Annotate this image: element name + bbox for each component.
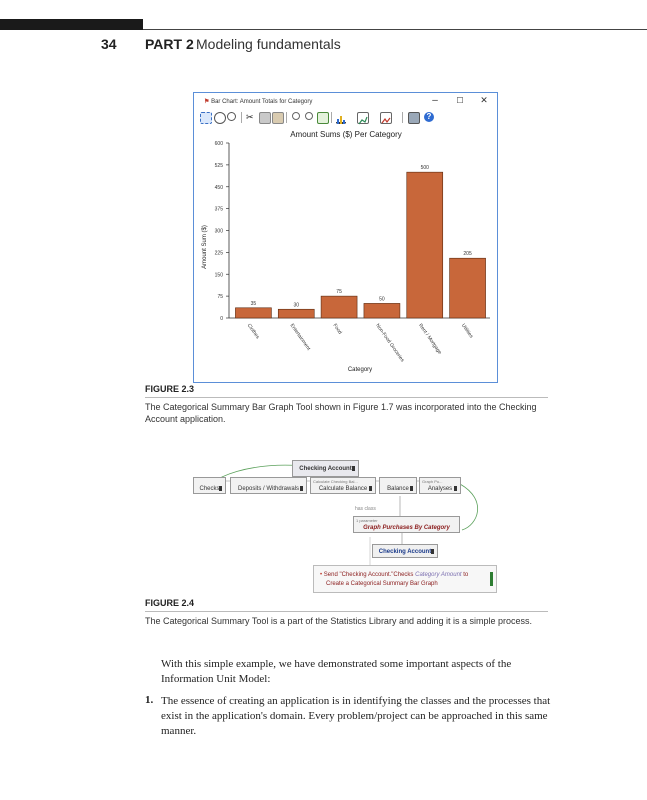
window-title-text: Bar Chart: Amount Totals for Category bbox=[211, 99, 313, 105]
figure-2-4-label: FIGURE 2.4 bbox=[145, 598, 195, 608]
zoom-in-icon[interactable] bbox=[292, 112, 300, 120]
x-tick-label: Entertainment bbox=[288, 322, 312, 352]
part-title: Modeling fundamentals bbox=[196, 36, 341, 52]
figure-2-3-caption: The Categorical Summary Bar Graph Tool shown in Figure 1.7 was incorporated into the Checking Account application. bbox=[145, 402, 537, 424]
refresh-icon[interactable] bbox=[214, 112, 226, 124]
bar-rent-mortgage bbox=[407, 172, 443, 318]
checking-account-class-mid[interactable]: Checking Account bbox=[372, 544, 438, 558]
bar-value-label: 205 bbox=[463, 251, 472, 258]
page-number: 34 bbox=[101, 36, 117, 52]
y-tick-label: 600 bbox=[214, 141, 223, 147]
chart-options-icon[interactable] bbox=[357, 112, 369, 124]
send-message-line-1: • Send "Checking Account."Checks Category Amount to bbox=[320, 572, 469, 578]
y-axis-label: Amount Sum ($) bbox=[202, 225, 208, 269]
y-tick-label: 525 bbox=[214, 162, 223, 169]
bar-value-label: 30 bbox=[293, 302, 300, 309]
window-title bbox=[204, 98, 312, 105]
header-black-bar bbox=[0, 19, 143, 30]
deposits-withdrawals-class[interactable]: Deposits / Withdrawals bbox=[230, 477, 307, 494]
copy-icon[interactable] bbox=[259, 112, 271, 124]
bar-chart bbox=[194, 127, 497, 377]
zoom-fit-icon[interactable] bbox=[317, 112, 329, 124]
bar-value-label: 50 bbox=[379, 296, 385, 303]
close-button[interactable]: ✕ bbox=[480, 95, 488, 105]
class-marker-icon bbox=[300, 486, 303, 491]
paste-icon[interactable] bbox=[272, 112, 284, 124]
figure-2-3-rule bbox=[145, 397, 548, 398]
figure-2-4-rule bbox=[145, 611, 548, 612]
checks-class[interactable]: Checks bbox=[193, 477, 226, 494]
toolbar-separator bbox=[286, 112, 287, 123]
bar-food bbox=[321, 296, 357, 318]
y-tick-label: 375 bbox=[214, 206, 223, 213]
help-icon[interactable]: ? bbox=[424, 112, 434, 122]
y-tick-label: 225 bbox=[214, 250, 223, 257]
toolbar-separator bbox=[402, 112, 403, 123]
list-item-number: 1. bbox=[145, 694, 154, 706]
y-tick-label: 450 bbox=[214, 184, 223, 191]
step-marker-icon bbox=[490, 572, 493, 586]
bar-non-food-groceries bbox=[364, 303, 400, 318]
y-ticks bbox=[215, 141, 229, 322]
class-marker-icon bbox=[352, 466, 355, 471]
calculate-balance-process[interactable]: Calculate Checking Bal... Calculate Balance bbox=[310, 477, 376, 494]
cut-icon[interactable]: ✂ bbox=[246, 112, 254, 122]
bar-chart-type-icon[interactable] bbox=[336, 112, 346, 124]
minimize-button[interactable]: – bbox=[432, 95, 438, 106]
figure-2-3-label: FIGURE 2.3 bbox=[145, 384, 195, 394]
figure-2-4-caption: The Categorical Summary Tool is a part of the Statistics Library and adding it is a simple process. bbox=[145, 616, 533, 626]
bar-chart-window bbox=[193, 92, 498, 383]
has-class-label: has class bbox=[355, 506, 376, 512]
chart-app-icon: ⚑ bbox=[204, 99, 210, 105]
bars bbox=[235, 165, 485, 363]
bar-value-label: 75 bbox=[336, 289, 342, 296]
bar-value-label: 500 bbox=[420, 165, 429, 172]
step-bullet: • bbox=[320, 572, 323, 578]
y-tick-label: 150 bbox=[214, 272, 223, 279]
x-tick-label: Food bbox=[331, 322, 343, 336]
list-item-text: The essence of creating an application is in identifying the classes and the processes that exist in the application's domain. Every problem/project can be approached in this same manner. bbox=[161, 695, 551, 737]
x-tick-label: Clothes bbox=[245, 322, 261, 341]
class-marker-icon bbox=[219, 486, 222, 491]
class-marker-icon bbox=[369, 486, 372, 491]
y-tick-label: 300 bbox=[214, 228, 223, 235]
y-tick-label: 75 bbox=[217, 294, 223, 301]
bar-value-label: 35 bbox=[250, 300, 257, 307]
class-marker-icon bbox=[410, 486, 413, 491]
toolbar-separator bbox=[241, 112, 242, 123]
select-icon[interactable] bbox=[200, 112, 212, 124]
class-marker-icon bbox=[454, 486, 457, 491]
header-rule bbox=[143, 29, 647, 30]
class-marker-icon bbox=[431, 549, 434, 554]
send-message-step[interactable] bbox=[313, 565, 497, 593]
x-tick-label: Rent / Mortgage bbox=[417, 322, 443, 356]
bar-utilities bbox=[450, 258, 486, 318]
chart-format-icon[interactable] bbox=[380, 112, 392, 124]
chart-toolbar bbox=[200, 111, 490, 125]
x-tick-label: Non-Food Groceries bbox=[374, 322, 406, 364]
maximize-button[interactable]: ☐ bbox=[456, 96, 464, 105]
checking-account-class-top[interactable]: Checking Account bbox=[292, 460, 359, 477]
print-icon[interactable] bbox=[408, 112, 420, 124]
graph-purchases-process[interactable]: 1 parameter Graph Purchases By Category bbox=[353, 516, 460, 533]
x-axis-label: Category bbox=[347, 367, 373, 373]
send-message-line-2: Create a Categorical Summary Bar Graph bbox=[326, 581, 438, 587]
x-tick-label: Utilities bbox=[459, 322, 475, 340]
chart-title: Amount Sums ($) Per Category bbox=[290, 130, 402, 139]
bar-clothes bbox=[235, 308, 271, 318]
balance-class[interactable]: Balance bbox=[379, 477, 417, 494]
zoom-out-icon[interactable] bbox=[305, 112, 313, 120]
analyses-class[interactable]: Graph Pu... Analyses bbox=[419, 477, 461, 494]
toolbar-separator bbox=[331, 112, 332, 123]
search-icon[interactable] bbox=[227, 112, 236, 121]
bar-entertainment bbox=[278, 309, 314, 318]
part-label: PART 2 bbox=[145, 36, 194, 52]
y-tick-label: 0 bbox=[220, 316, 223, 322]
body-paragraph: With this simple example, we have demonstrated some important aspects of the Information Unit Model: bbox=[161, 658, 512, 685]
